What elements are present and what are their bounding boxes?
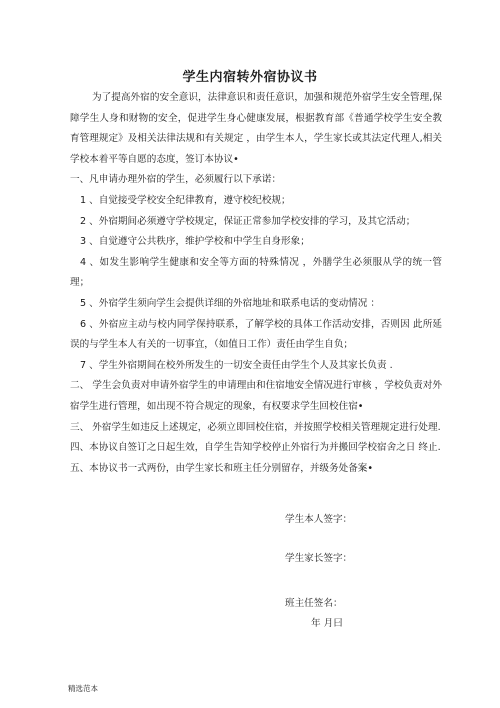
clause-3: 3 、自觉遵守公共秩序，维护学校和中学生自身形象； xyxy=(80,236,310,248)
clause-7: 7 、学生外宿期间在校外所发生的一切安全责任由学生个人及其家长负责 . xyxy=(80,359,393,371)
clause-1: 1 、自觉接受学校安全纪律教育，遵守校纪校规； xyxy=(80,194,291,206)
clause-4: 4 、如发生影响学生健康和安全等方面的特殊情况 ，外膳学生必须服从学的统一管理； xyxy=(70,256,442,289)
section-two: 二、 学生会负责对申请外宿学生的申请理由和住宿地安全情况进行审核 ，学校负责对外宿学生进行管理，如出现不符合规定的现象，有权要求学生回校住宿• xyxy=(70,380,442,412)
section-three: 三、 外宿学生如违反上述规定，必须立即回校住宿，并按照学校相关管理规定进行处理. xyxy=(70,421,441,433)
clause-5: 5 、外宿学生须向学生会提供详细的外宿地址和联系电话的变动情况 ： xyxy=(80,297,381,309)
document-title: 学生内宿转外宿协议书 xyxy=(182,70,318,85)
clause-6: 6 、外宿应主动与校内同学保持联系，了解学校的具体工作活动安排，否则因 此所延误的与学生本人有关的一切事宜，（如值日工作）责任由学生自负； xyxy=(70,318,442,351)
student-signature-label: 学生本人签字： xyxy=(285,514,353,525)
footer-note: 精选范本 xyxy=(68,684,98,693)
parent-signature-label: 学生家长签字： xyxy=(285,553,353,564)
teacher-signature-label: 班主任签名： xyxy=(285,598,343,609)
date-label: 年 月曰 xyxy=(311,618,343,629)
section-one-heading: 一、凡申请办理外宿的学生，必须履行以下承诺： xyxy=(70,174,282,186)
section-five: 五、本协议书一式两份，由学生家长和班主任分别留存，并级务处备案• xyxy=(70,462,374,474)
clause-2: 2 、外宿期间必须遵守学校规定，保证正常参加学校安排的学习，及其它活动； xyxy=(80,215,416,227)
intro-paragraph: 为了提高外宿的安全意识，法律意识和责任意识，加强和规范外宿学生安全管理,保障学生人身和财物的安全，促进学生身心健康发展，根据教育部《普通学校学生安全教育管理规定》及相关法律法规和有关规定 ，由学生本人，学生家长或其法定代理人,相关学校本着平等自愿的态度，签订本协议• xyxy=(70,92,442,165)
section-four: 四、本协议自签订之日起生效，自学生告知学校停止外宿行为并搬回学校宿舍之日 终止. xyxy=(70,442,441,454)
